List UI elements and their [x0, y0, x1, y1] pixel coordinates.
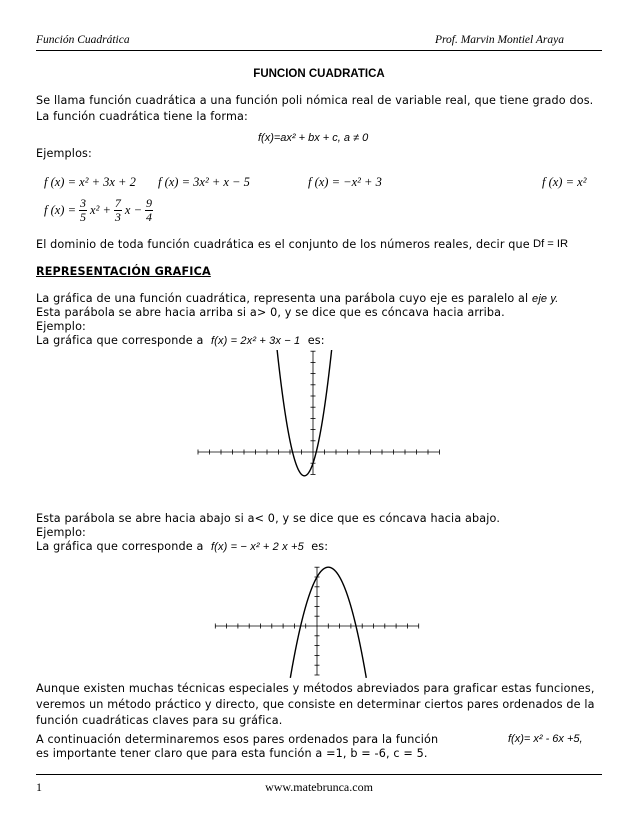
page-number: 1 [36, 780, 42, 794]
domain-text: El dominio de toda función cuadrática es el conjunto de los números reales, decir que [36, 238, 530, 251]
header-left: Función Cuadrática [36, 34, 130, 46]
example-5 [44, 193, 153, 227]
graph-1 [195, 350, 445, 500]
graph2-line-2: Ejemplo: [36, 526, 86, 539]
intro-line-2: La función cuadrática tiene la forma: [36, 110, 248, 123]
fraction-3: $\frac{9}{4}$ [146, 195, 152, 224]
example-5-mid-1: x² + [90, 202, 111, 217]
example-3: f (x) = −x² + 3 [308, 175, 382, 189]
example-5-mid-2: x − [124, 202, 142, 217]
graph1-line-2: Esta parábola se abre hacia arriba si a> 0, y se dice que es cóncava hacia arriba. [36, 306, 505, 319]
general-form: f(x)=ax² + bx + c, a ≠ 0 [258, 132, 369, 144]
header-rule [36, 50, 602, 51]
next-line-1: A continuación determinaremos esos pares ordenados para la función [36, 733, 439, 746]
graph2-parabola [290, 567, 366, 678]
closing-line-2: veremos un método práctico y directo, que consiste en determinar ciertos pares ordenados de la [36, 698, 595, 711]
fraction-2: $\frac{7}{3}$ [114, 195, 121, 224]
example-1: f (x) = x² + 3x + 2 [44, 175, 136, 189]
examples-label: Ejemplos: [36, 147, 92, 160]
section-heading: REPRESENTACIÓN GRAFICA [36, 265, 211, 278]
domain-symbol: Df = IR [533, 238, 569, 250]
graph1-axes [198, 351, 440, 474]
example-5-prefix: f (x) = [44, 202, 77, 217]
graph2-line-3: La gráfica que corresponde a f(x) = − x² + 2 x +5 es: [36, 540, 329, 553]
graph1-line-3: Ejemplo: [36, 320, 86, 333]
graph2-line-1: Esta parábola se abre hacia abajo si a< 0, y se dice que es cóncava hacia abajo. [36, 512, 501, 525]
header-right: Prof. Marvin Montiel Araya [434, 34, 564, 46]
next-line-2: es importante tener claro que para esta función a =1, b = -6, c = 5. [36, 747, 428, 760]
graph1-line-1: La gráfica de una función cuadrática, representa una parábola cuyo eje es paralelo al eje y. [36, 292, 559, 305]
graph-2 [212, 556, 422, 678]
closing-line-3: función cuadráticas claves para su gráfica. [36, 714, 283, 727]
footer-rule [36, 774, 602, 775]
example-4: f (x) = x² [542, 175, 587, 189]
intro-line-1: Se llama función cuadrática a una función poli nómica real de variable real, que tiene grado dos. [36, 94, 594, 107]
graph1-line-4: La gráfica que corresponde a f(x) = 2x² + 3x − 1 es: [36, 334, 325, 347]
graph1-parabola [277, 350, 332, 476]
closing-line-1: Aunque existen muchas técnicas especiales y métodos abreviados para graficar estas funciones, [36, 682, 595, 695]
fraction-1: $\frac{3}{5}$ [80, 195, 87, 224]
graph2-axes [215, 567, 418, 675]
example-2: f (x) = 3x² + x − 5 [158, 175, 250, 189]
page-title: FUNCION CUADRATICA [253, 68, 385, 80]
next-formula: f(x)= x² - 6x +5, [508, 733, 583, 745]
footer-site[interactable]: www.matebrunca.com [265, 780, 373, 794]
